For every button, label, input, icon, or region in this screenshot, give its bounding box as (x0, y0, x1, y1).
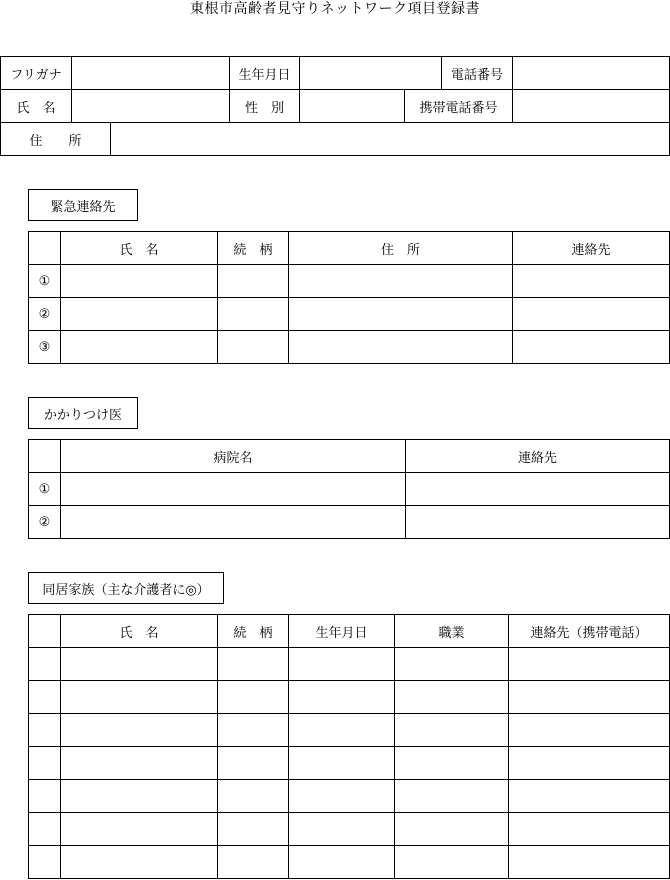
header-occupation: 職業 (395, 615, 509, 648)
phone-field[interactable] (513, 57, 670, 90)
occupation-cell[interactable] (395, 714, 509, 747)
header-relationship: 続 柄 (218, 232, 289, 265)
name-cell[interactable] (61, 714, 218, 747)
furigana-field[interactable] (72, 57, 230, 90)
birthdate-label: 生年月日 (230, 57, 300, 90)
header-blank (29, 232, 61, 265)
header-name: 氏 名 (61, 615, 218, 648)
contact-cell[interactable] (509, 714, 670, 747)
table-row (29, 813, 670, 846)
header-contact-mobile: 連絡先（携帯電話） (509, 615, 670, 648)
birthdate-cell[interactable] (289, 846, 395, 879)
relationship-cell[interactable] (218, 846, 289, 879)
row-blank (29, 846, 61, 879)
household-family-table (28, 614, 670, 879)
birthdate-cell[interactable] (289, 681, 395, 714)
address-cell[interactable] (289, 265, 513, 298)
contact-cell[interactable] (509, 780, 670, 813)
table-row (29, 846, 670, 879)
occupation-cell[interactable] (395, 681, 509, 714)
relationship-cell[interactable] (218, 331, 289, 364)
row-blank (29, 714, 61, 747)
birthdate-cell[interactable] (289, 780, 395, 813)
sex-label: 性 別 (230, 90, 300, 123)
contact-cell[interactable] (406, 506, 670, 539)
occupation-cell[interactable] (395, 780, 509, 813)
header-address: 住 所 (289, 232, 513, 265)
row-number: ② (29, 506, 61, 539)
occupation-cell[interactable] (395, 813, 509, 846)
phone-label: 電話番号 (442, 57, 513, 90)
relationship-cell[interactable] (218, 714, 289, 747)
header-contact: 連絡先 (513, 232, 670, 265)
table-row (29, 780, 670, 813)
occupation-cell[interactable] (395, 846, 509, 879)
hospital-cell[interactable] (61, 506, 406, 539)
address-cell[interactable] (289, 331, 513, 364)
address-field[interactable] (111, 123, 670, 156)
emergency-contacts-table (28, 231, 670, 364)
row-number: ③ (29, 331, 61, 364)
personal-info-table (0, 56, 670, 156)
relationship-cell[interactable] (218, 681, 289, 714)
row-blank (29, 681, 61, 714)
emergency-section-label: 緊急連絡先 (28, 189, 138, 221)
name-cell[interactable] (61, 331, 218, 364)
birthdate-field[interactable] (300, 57, 442, 90)
family-section-label: 同居家族（主な介護者に◎） (28, 572, 224, 604)
name-cell[interactable] (61, 813, 218, 846)
relationship-cell[interactable] (218, 780, 289, 813)
header-name: 氏 名 (61, 232, 218, 265)
sex-field[interactable] (300, 90, 405, 123)
contact-cell[interactable] (406, 473, 670, 506)
family-doctor-table (28, 439, 670, 539)
birthdate-cell[interactable] (289, 747, 395, 780)
name-field[interactable] (72, 90, 230, 123)
name-cell[interactable] (61, 648, 218, 681)
name-label: 氏 名 (1, 90, 72, 123)
occupation-cell[interactable] (395, 648, 509, 681)
header-relationship: 続 柄 (218, 615, 289, 648)
row-blank (29, 813, 61, 846)
table-row (29, 747, 670, 780)
hospital-cell[interactable] (61, 473, 406, 506)
birthdate-cell[interactable] (289, 813, 395, 846)
contact-cell[interactable] (509, 648, 670, 681)
furigana-label: フリガナ (1, 57, 72, 90)
mobile-label: 携帯電話番号 (405, 90, 513, 123)
contact-cell[interactable] (509, 846, 670, 879)
birthdate-cell[interactable] (289, 714, 395, 747)
header-blank (29, 440, 61, 473)
name-cell[interactable] (61, 846, 218, 879)
relationship-cell[interactable] (218, 648, 289, 681)
header-blank (29, 615, 61, 648)
contact-cell[interactable] (509, 681, 670, 714)
header-hospital: 病院名 (61, 440, 406, 473)
table-row (29, 681, 670, 714)
relationship-cell[interactable] (218, 747, 289, 780)
birthdate-cell[interactable] (289, 648, 395, 681)
row-blank (29, 648, 61, 681)
row-number: ① (29, 473, 61, 506)
page-title: 東根市高齢者見守りネットワーク項目登録書 (190, 1, 480, 17)
relationship-cell[interactable] (218, 813, 289, 846)
name-cell[interactable] (61, 265, 218, 298)
contact-cell[interactable] (509, 747, 670, 780)
contact-cell[interactable] (513, 265, 670, 298)
name-cell[interactable] (61, 780, 218, 813)
row-blank (29, 747, 61, 780)
occupation-cell[interactable] (395, 747, 509, 780)
doctor-section-label: かかりつけ医 (28, 397, 138, 429)
address-cell[interactable] (289, 298, 513, 331)
row-number: ② (29, 298, 61, 331)
mobile-field[interactable] (513, 90, 670, 123)
name-cell[interactable] (61, 747, 218, 780)
table-row (29, 714, 670, 747)
contact-cell[interactable] (513, 298, 670, 331)
header-contact: 連絡先 (406, 440, 670, 473)
row-blank (29, 780, 61, 813)
relationship-cell[interactable] (218, 298, 289, 331)
relationship-cell[interactable] (218, 265, 289, 298)
address-label: 住 所 (1, 123, 111, 156)
contact-cell[interactable] (513, 331, 670, 364)
header-birthdate: 生年月日 (289, 615, 395, 648)
row-number: ① (29, 265, 61, 298)
table-row (29, 648, 670, 681)
name-cell[interactable] (61, 681, 218, 714)
name-cell[interactable] (61, 298, 218, 331)
contact-cell[interactable] (509, 813, 670, 846)
